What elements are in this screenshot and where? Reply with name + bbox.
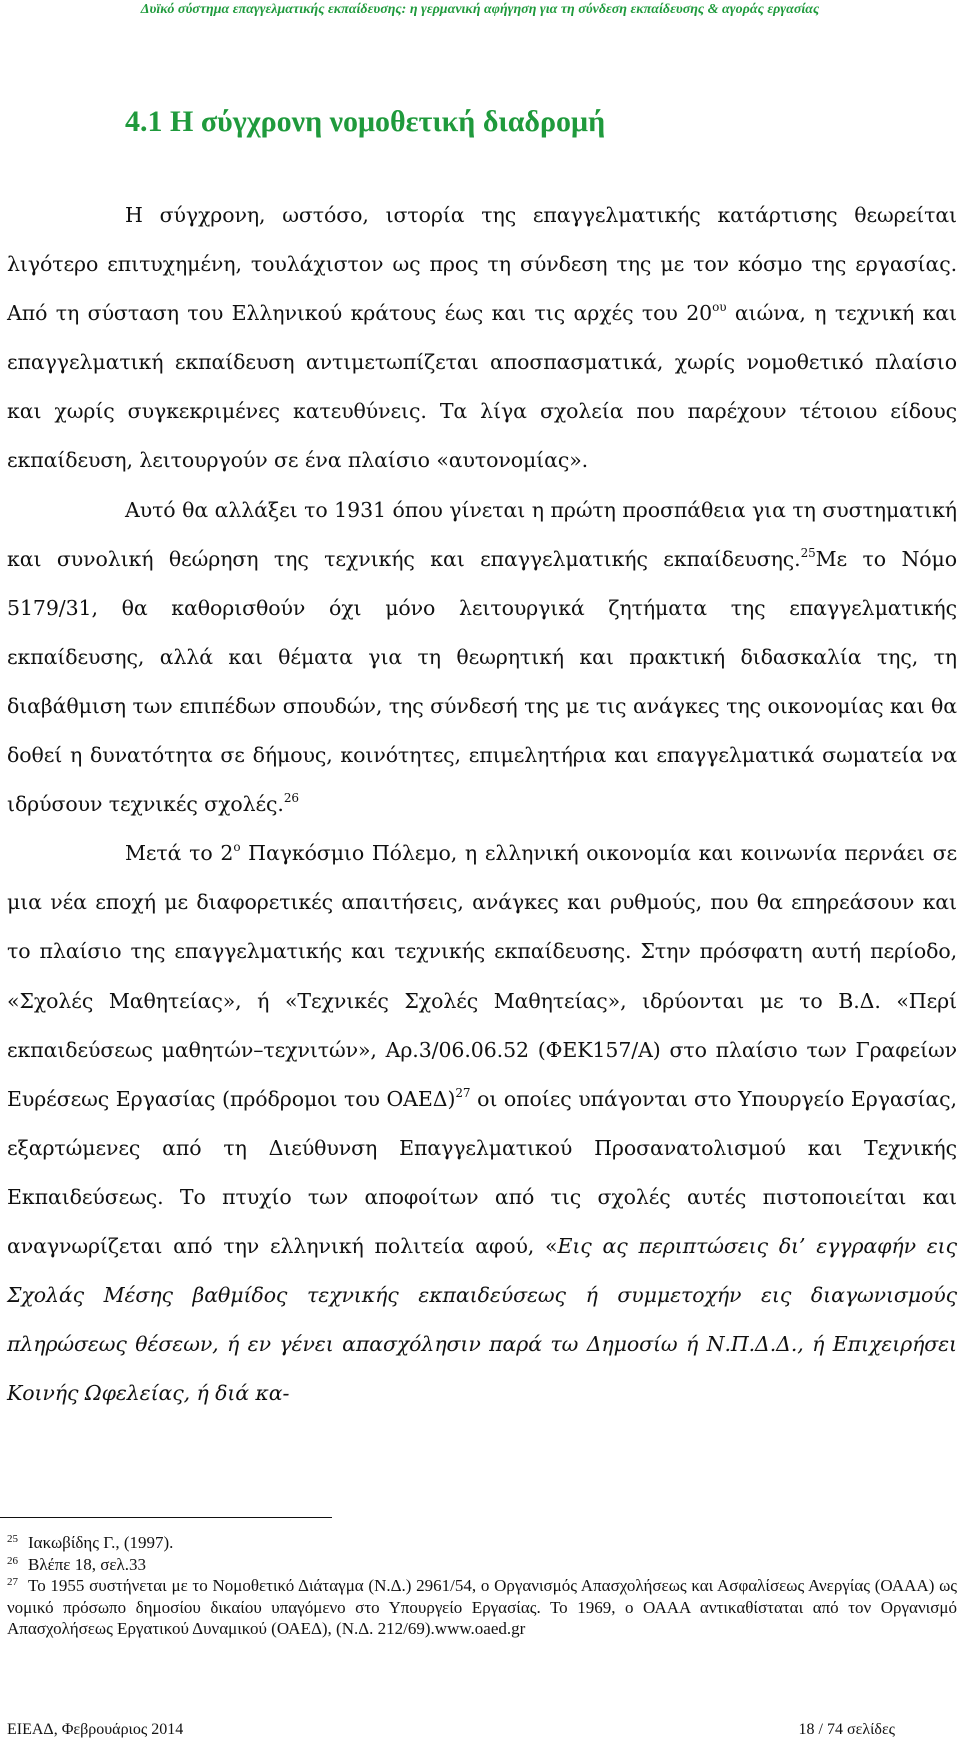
footnote-separator [0,1517,332,1518]
paragraph-1 [7,191,957,486]
paragraph-1-text-a: Η σύγχρονη, ωστόσο, ιστορία της επαγγελματικής κατάρτισης θεωρείται λιγότερο επιτυχημένη, τουλάχιστον ως προς τη σύνδεση της με τον κόσμο της εργασίας. Από τη σύσταση του Ελληνικού κράτους έως και τις αρχές του 20 [7,203,957,326]
paragraph-2 [7,486,957,830]
footnote-ref-27[interactable]: 27 [455,1085,471,1100]
footer-page-number: 18 / 74 σελίδες [798,1721,895,1738]
footnote-ref-26[interactable]: 26 [283,791,299,806]
footnote-number: 25 [7,1533,18,1545]
footnotes [7,1532,957,1640]
paragraph-3-text-b: Παγκόσμιο Πόλεμο, η ελληνική οικονομία και κοινωνία περνάει σε μια νέα εποχή με διαφορετικές απαιτήσεις, ανάγκες και ρυθμούς, που θα επηρεάσουν και το πλαίσιο της επαγγελματικής και τεχνικής εκπαίδευσης. Στην πρόσφατη αυτή περίοδο, «Σχολές Μαθητείας», ή «Τεχνικές Σχολές Μαθητείας», ιδρύονται με το Β.Δ. «Περί εκπαιδεύσεως μαθητών–τεχνιτών», Αρ.3/06.06.52 (ΦΕΚ157/Α) στο πλαίσιο των Γραφείων Ευρέσεως Εργασίας (πρόδρομοι του ΟΑΕΔ) [7,841,958,1111]
section-heading: 4.1 Η σύγχρονη νομοθετική διαδρομή [125,105,606,138]
paragraph-3-quote: Εις ας περιπτώσεις δι’ εγγραφήν εις Σχολάς Μέσης βαθμίδος τεχνικής εκπαιδεύσεως ή συμμετοχήν εις διαγωνισμούς πληρώσεως θέσεων, ή εν γένει απασχόλησιν παρά τω Δημοσίω ή Ν.Π.Δ.Δ., ή Επιχειρήσει Κοινής Ωφελείας, ή διά κα- [7,1233,957,1406]
footnote-text: Βλέπε 18, σελ.33 [28,1554,146,1574]
running-header: Δυϊκό σύστημα επαγγελματικής εκπαίδευσης: η γερμανική αφήγηση για τη σύνδεση εκπαίδευσης & αγοράς εργασίας [140,2,820,17]
paragraph-2-text-a: Αυτό θα αλλάξει το 1931 όπου γίνεται η πρώτη προσπάθεια για τη συστηματική και συνολική θεώρηση της τεχνικής και επαγγελματικής εκπαίδευσης. [7,497,957,571]
superscript-ordinal: ου [712,300,727,315]
footnote-text: Το 1955 συστήνεται με το Νομοθετικό Διάταγμα (Ν.Δ.) 2961/54, ο Οργανισμός Απασχολήσεως και Ασφαλίσεως Ανεργίας (ΟΑΑΑ) ως νομικό πρόσωπο δημοσίου δικαίου υπαγόμενο στο Υπουργείο Εργασίας. Το 1969, ο ΟΑΑΑ αντικαθίσταται από τον Οργανισμό Απασχολήσεως Εργατικού Δυναμικού (ΟΑΕΔ), (Ν.Δ. 212/69).www.oaed.gr [7,1576,957,1638]
paragraph-3-text-a: Μετά το 2 [125,841,234,866]
footnote-26 [7,1554,957,1576]
paragraph-3-text-c: οι οποίες υπάγονται στο Υπουργείο Εργασίας, εξαρτώμενες από τη Διεύθυνση Επαγγελματικού Προσανατολισμού και Τεχνικής Εκπαιδεύσεως. Το πτυχίο των αποφοίτων από τις σχολές αυτές πιστοποιείται και αναγνωρίζεται από την ελληνική πολιτεία αφού, « [7,1086,957,1258]
footnote-27 [7,1575,957,1640]
footer-publisher-date: ΕΙΕΑΔ, Φεβρουάριος 2014 [7,1721,184,1738]
paragraph-2-text-b: Με το Νόμο 5179/31, θα καθορισθούν όχι μόνο λειτουργικά ζητήματα της επαγγελματικής εκπαίδευσης, αλλά και θέματα για τη θεωρητική και πρακτική διδασκαλία της, τη διαβάθμιση των επιπέδων σπουδών, της σύνδεσή της με τις ανάγκες της οικονομίας και θα δοθεί η δυνατότητα σε δήμους, κοινότητες, επιμελητήρια και επαγγελματικά σωματεία να ιδρύσουν τεχνικές σχολές. [7,546,957,817]
footnote-25 [7,1532,957,1554]
body-text [7,191,957,1418]
footnote-text: Ιακωβίδης Γ., (1997). [28,1533,174,1552]
footnote-number: 27 [7,1576,18,1588]
footnote-ref-25[interactable]: 25 [800,545,816,560]
paragraph-1-text-b: αιώνα, η τεχνική και επαγγελματική εκπαίδευση αντιμετωπίζεται αποσπασματικά, χωρίς νομοθετικό πλαίσιο και χωρίς συγκεκριμένες κατευθύνεις. Τα λίγα σχολεία που παρέχουν τέτοιου είδους εκπαίδευση, λειτουργούν σε ένα πλαίσιο «αυτονομίας». [7,301,957,473]
footnote-number: 26 [7,1554,18,1567]
superscript-ordinal: ο [233,840,241,855]
paragraph-3 [7,829,957,1418]
